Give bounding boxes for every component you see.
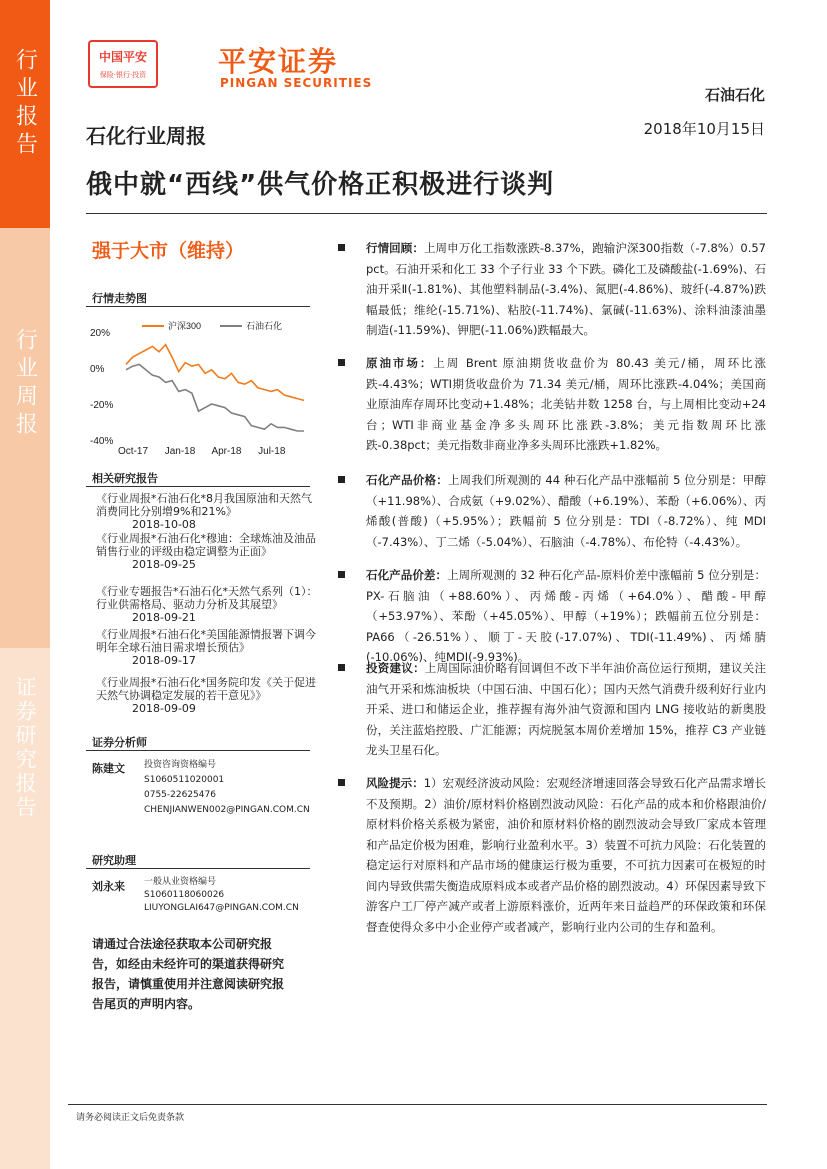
related-reports-title: 相关研究报告 <box>92 472 158 485</box>
bullet-square-icon <box>338 779 345 786</box>
bullet-label: 石化产品价格： <box>366 473 448 487</box>
analyst-phone: 0755-22625476 <box>144 790 216 800</box>
analyst-section-title: 证券分析师 <box>92 736 147 749</box>
x-tick-label: Jul-18 <box>258 446 286 457</box>
bullet-label: 原油市场： <box>366 356 434 370</box>
assistant-cert-number: S1060118060026 <box>144 890 225 900</box>
report-date: 2018年10月15日 <box>643 120 765 138</box>
related-report-item[interactable] <box>96 676 318 715</box>
x-tick-label: Apr-18 <box>211 446 242 457</box>
sidebar-weekly <box>0 228 50 648</box>
assistant-name: 刘永来 <box>92 880 125 893</box>
sector-label: 石油石化 <box>704 86 765 104</box>
bullet-square-icon <box>338 359 345 366</box>
related-report-text: 《行业周报*石油石化*美国能源情报署下调今明年全球石油日需求增长预估》 <box>96 628 316 654</box>
bullet-label: 投资建议： <box>366 661 425 675</box>
related-divider <box>86 486 310 487</box>
bullet-text <box>366 565 766 668</box>
report-headline: 俄中就“西线”供气价格正积极进行谈判 <box>86 170 555 200</box>
bullet-label: 石化产品价差： <box>366 568 448 582</box>
bullet-body: 上周申万化工指数涨跌-8.37%，跑输沪深300指数（-7.8%）0.57 pct。石油开采和化工 33 个子行业 33 个下跌。磷化工及磷酸盐(-1.69%)、石油开采Ⅱ(-1.81%)、其他塑料制品(-3.4%)、氮肥(-4.86%)、玻纤(-4.87%)跌幅最低；维纶(-15.71%)、粘胶(-11.74%)、氯碱(-11.63%)、涂料油漆油墨制造(-11.59%)、钾肥(-11.06%)跌幅最大。 <box>366 241 767 337</box>
sidebar <box>0 0 50 1169</box>
analyst-email[interactable]: CHENJIANWEN002@PINGAN.COM.CN <box>144 805 310 815</box>
related-report-text: 《行业周报*石油石化*8月我国原油和天然气消费同比分别增9%和21%》 <box>96 492 312 518</box>
related-report-date: 2018-09-25 <box>132 558 196 571</box>
logo-main-text: 中国平安 <box>98 50 147 64</box>
assistant-divider <box>86 868 310 869</box>
bullet-text <box>366 238 766 341</box>
bullet-square-icon <box>338 244 345 251</box>
pingan-logo <box>88 40 158 88</box>
assistant-cert-label: 一般从业资格编号 <box>144 877 217 887</box>
bullet-body: 1）宏观经济波动风险：宏观经济增速回落会导致石化产品需求增长不及预期。2）油价/原材料价格剧烈波动风险：石化产品的成本和价格跟油价/原材料价格关系极为紧密，油价和原材料价格的剧烈波动会导致厂家成本管理和产品定价极为困难，影响行业盈利水平。3）装置不可抗力风险：石化装置的稳定运行对原料和产品市场的健康运行极为重要，不可抗力因素可在极短的时间内导致供需失衡造成原料成本或者产品价格的剧烈波动。4）环保因素导致下游客户工厂停产减产或者上游原料涨价，近两年来日益趋严的环保政策和环保督查使得众多中小企业停产或者减产，影响行业内公司的生存和盈利。 <box>366 776 766 934</box>
sidebar-research <box>0 648 50 1169</box>
bullet-text <box>366 658 766 761</box>
assistant-email[interactable]: LIUYONGLAI647@PINGAN.COM.CN <box>144 903 299 913</box>
footer-disclaimer[interactable]: 请务必阅读正文后免责条款 <box>76 1113 185 1123</box>
legend-label: 沪深300 <box>168 321 202 331</box>
y-tick-label: 20% <box>90 328 111 339</box>
chart-divider <box>86 306 310 307</box>
footer-divider <box>68 1104 767 1105</box>
related-report-date: 2018-09-17 <box>132 654 196 667</box>
related-report-item[interactable] <box>96 532 318 571</box>
bullet-square-icon <box>338 476 345 483</box>
sidebar-label-2: 行业周报 <box>12 328 38 440</box>
y-tick-label: -20% <box>90 400 114 411</box>
bullet-square-icon <box>338 664 345 671</box>
related-report-date: 2018-09-09 <box>132 702 196 715</box>
y-tick-label: -40% <box>90 436 114 447</box>
brand-name-cn: 平安证券 <box>218 45 339 78</box>
legend-label: 石油石化 <box>246 321 283 331</box>
related-report-item[interactable] <box>96 585 318 624</box>
analyst-name: 陈建文 <box>92 762 125 775</box>
chart-title: 行情走势图 <box>92 292 147 305</box>
bullet-body: 上周所观测的 32 种石化产品-原料价差中涨幅前 5 位分别是：PX-石脑油（+88.60%）、丙烯酸-丙烯（+64.0%）、醋酸-甲醇（+53.97%）、苯酚（+45.05%）、甲醇（+19%）；跌幅前五位分别是：PA66（-26.51%）、顺丁-天胶(-17.07%)、TDI(-11.49%)、丙烯腈(-10.06%)、纯MDI(-9.93%)。 <box>366 568 767 664</box>
header-divider <box>86 213 767 214</box>
analyst-cert-number: S1060511020001 <box>144 775 225 785</box>
bullet-label: 风险提示： <box>366 776 424 790</box>
document-type: 石化行业周报 <box>86 124 206 148</box>
assistant-info <box>144 876 324 915</box>
x-tick-label: Jan-18 <box>164 446 196 457</box>
brand-name-en: PINGAN SECURITIES <box>220 76 373 90</box>
logo-sub-text: 保险·银行·投资 <box>99 71 147 79</box>
assistant-section-title: 研究助理 <box>92 854 136 867</box>
disclaimer-text: 请通过合法途径获取本公司研究报告，如经由未经许可的渠道获得研究报告，请慎重使用并注意阅读研究报告尾页的声明内容。 <box>92 937 285 1011</box>
bullet-body: 上周国际油价略有回调但不改下半年油价高位运行预期，建议关注油气开采和炼油板块（中国石油、中国石化）；国内天然气消费升级利好行业内开采、进口和储运企业，推荐握有海外油气资源和国内 LNG 接收站的新奥股份，关注蓝焰控股、广汇能源；丙烷脱氢本周价差增加 15%，推荐 C3 产业链龙头卫星石化。 <box>366 661 767 757</box>
related-report-item[interactable] <box>96 492 318 531</box>
related-report-text: 《行业周报*石油石化*国务院印发《关于促进天然气协调稳定发展的若干意见》》 <box>96 676 316 702</box>
market-trend-chart <box>86 310 316 470</box>
related-report-item[interactable] <box>96 628 318 667</box>
bullet-text <box>366 773 766 937</box>
related-report-text: 《行业专题报告*石油石化*天然气系列（1）：行业供需格局、驱动力分析及其展望》 <box>96 585 318 611</box>
bullet-label: 行情回顾： <box>366 241 424 255</box>
analyst-cert-label: 投资咨询资格编号 <box>144 760 217 770</box>
chart-svg <box>86 310 316 470</box>
bullet-square-icon <box>338 571 345 578</box>
bullet-text <box>366 470 766 552</box>
series-line-hs300 <box>126 345 304 401</box>
bullet-body: 上周我们所观测的 44 种石化产品中涨幅前 5 位分别是：甲醇（+11.98%）、合成氨（+9.02%）、醋酸（+6.19%）、苯酚（+6.06%）、丙烯酸(普酸)（+5.95%）；跌幅前 5 位分别是：TDI（-8.72%）、纯 MDI（-7.43%）、丁二烯（-5.04%）、石脑油（-4.78%）、布伦特（-4.43%）。 <box>366 473 767 549</box>
bullet-text <box>366 353 766 456</box>
bullet-body: 上周 Brent 原油期货收盘价为 80.43 美元/桶，周环比涨跌-4.43%；WTI期货收盘价为 71.34 美元/桶，周环比涨跌-4.04%；美国商业原油库存周环比变动+1.48%；北美钻井数 1258 台，与上周相比变动+24台；WTI非商业基金净多头周环比涨跌-3.8%；美元指数周环比涨跌-0.38pct；美元指数非商业净多头周环比涨跌+1.82%。 <box>366 356 767 452</box>
related-report-text: 《行业周报*石油石化*穆迪：全球炼油及油品销售行业的评级由稳定调整为正面》 <box>96 532 316 558</box>
x-tick-label: Oct-17 <box>118 446 149 457</box>
related-report-date: 2018-09-21 <box>132 611 196 624</box>
y-tick-label: 0% <box>90 364 105 375</box>
rating-label: 强于大市（维持） <box>92 240 245 262</box>
analyst-divider <box>86 750 310 751</box>
sidebar-label-3: 证券研究报告 <box>13 676 37 820</box>
sidebar-report-type <box>0 0 50 228</box>
related-report-date: 2018-10-08 <box>132 518 196 531</box>
analyst-info <box>144 758 324 818</box>
sidebar-label-1: 行业报告 <box>12 48 38 160</box>
